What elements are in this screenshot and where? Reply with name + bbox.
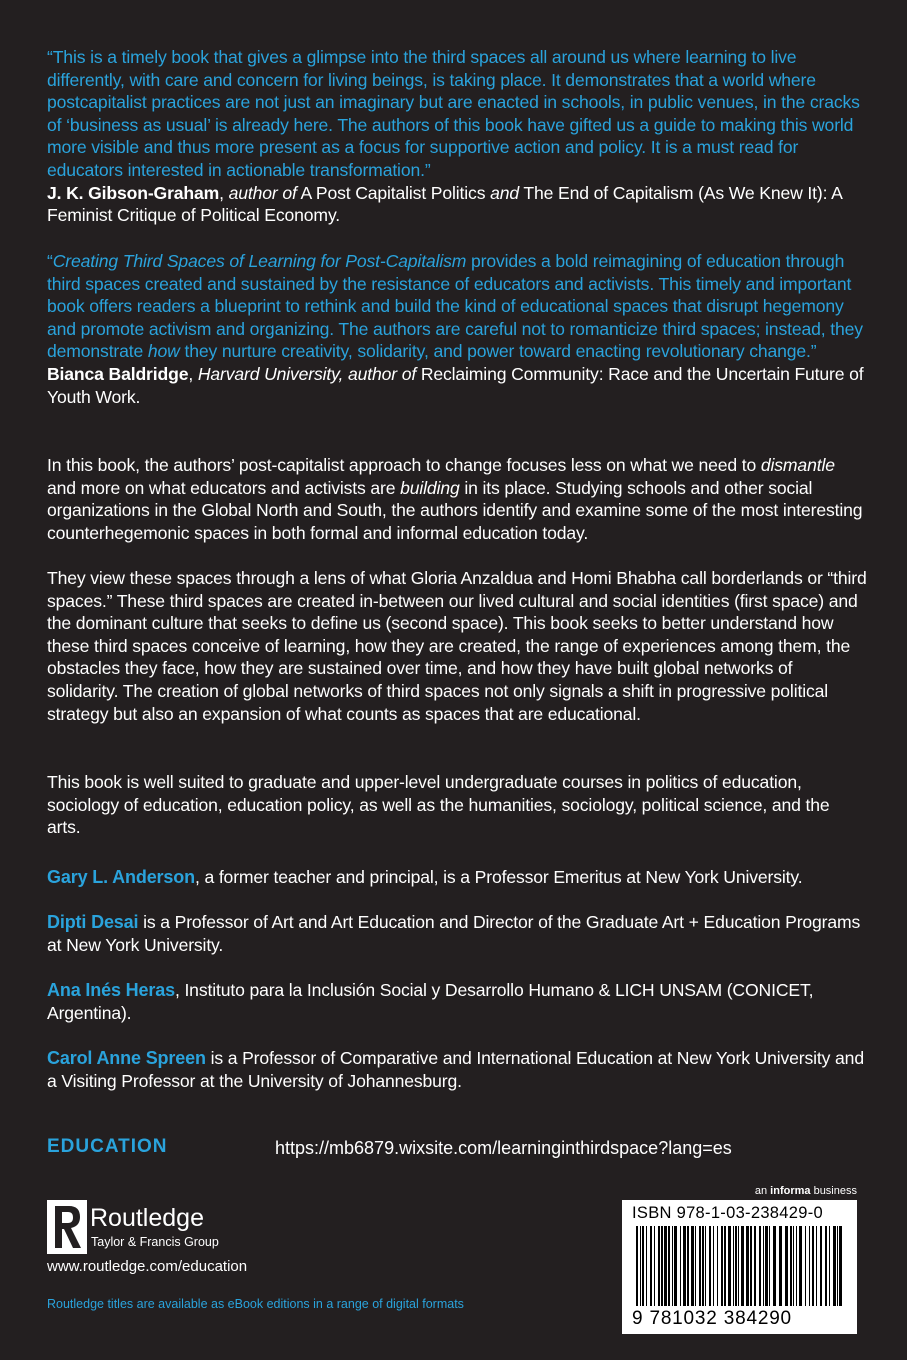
description-paragraph-3: This book is well suited to graduate and upper-level undergraduate courses in politics of education, sociology of education, education policy, as well as the humanities, sociology, political science, and the arts. — [47, 772, 830, 838]
description-paragraph-1: In this book, the authors’ post-capitalist approach to change focuses less on what we need to dismantle and more on what educators and activists are building in its place. Studying schools and other social organizations in the Global North and South, the authors identify and examine some of the most interesting counterhegemonic spaces in both formal and informal education today. — [47, 455, 863, 543]
quote-text: “This is a timely book that gives a glimpse into the third spaces all around us where learning to live differently, with care and concern for living beings, is taking place. It demonstrates that a world where postcapitalist practices are not just an imaginary but are enacted in schools, in public venues, in the cracks of ‘business as usual’ is already here. The authors of this book have gifted us a guide to making this world more visible and thus more present as a focus for supportive action and policy. It is a must read for educators interested in actionable transformation.” — [47, 47, 860, 180]
ebook-note: Routledge titles are available as eBook editions in a range of digital formats — [47, 1297, 464, 1311]
barcode-box — [622, 1200, 857, 1334]
author-name: Ana Inés Heras — [47, 980, 175, 1000]
subject-category: EDUCATION — [47, 1136, 168, 1157]
author-bio: Gary L. Anderson, a former teacher and principal, is a Professor Emeritus at New York University. — [47, 867, 803, 887]
author-name: Dipti Desai — [47, 912, 139, 932]
author-bio: Ana Inés Heras, Instituto para la Inclusión Social y Desarrollo Humano & LICH UNSAM (CONICET, Argentina). — [47, 980, 814, 1023]
author-bio: Dipti Desai is a Professor of Art and Art Education and Director of the Graduate Art + Education Programs at New York University. — [47, 912, 861, 955]
endorsement-baldridge: “Creating Third Spaces of Learning for Post-Capitalism provides a bold reimagining of education through third spaces created and sustained by the resistance of educators and activists. This timely and important book offers readers a blueprint to rethink and build the kind of educational spaces that disrupt hegemony and promote activism and organizing. The authors are careful not to romanticize third spaces; instead, they demonstrate how they nurture creativity, solidarity, and power toward enacting revolutionary change.” Bianca Baldridge, Harvard University, author of Reclaiming Community: Race and the Uncertain Future of Youth Work. — [47, 251, 864, 407]
endorser-name: J. K. Gibson-Graham — [47, 182, 220, 203]
description-paragraph-2: They view these spaces through a lens of what Gloria Anzaldua and Homi Bhabha call borderlands or “third spaces.” These third spaces are created in-between our lived cultural and social identities (first space) and the dominant culture that seeks to define us (second space). This book seeks to better understand how these third spaces conceive of learning, how they are created, the range of experiences among them, the obstacles they face, how they are sustained over time, and how they have built global networks of solidarity. The creation of global networks of third spaces not only signals a shift in progressive political strategy but also an expansion of what counts as spaces that are educational. — [47, 568, 867, 724]
publisher-name: Routledge — [90, 1204, 204, 1232]
website-url[interactable]: https://mb6879.wixsite.com/learninginthirdspace?lang=es — [275, 1138, 732, 1158]
endorser-name: Bianca Baldridge — [47, 363, 189, 384]
publisher-url[interactable]: www.routledge.com/education — [47, 1258, 248, 1275]
publisher-group: Taylor & Francis Group — [91, 1235, 219, 1249]
barcode-digits: 9 781032 384290 — [632, 1308, 792, 1329]
author-bio: Carol Anne Spreen is a Professor of Comparative and International Education at New York University and a Visiting Professor at the University of Johannesburg. — [47, 1048, 864, 1091]
informa-tagline: an informa business — [754, 1185, 857, 1197]
isbn-number: ISBN 978-1-03-238429-0 — [632, 1204, 823, 1222]
barcode-icon — [622, 1200, 857, 1310]
author-name: Carol Anne Spreen — [47, 1048, 206, 1068]
endorsement-gibson-graham: “This is a timely book that gives a glimpse into the third spaces all around us where learning to live differently, with care and concern for living beings, is taking place. It demonstrates that a world where postcapitalist practices are not just an imaginary but are enacted in schools, in public venues, in the cracks of ‘business as usual’ is already here. The authors of this book have gifted us a guide to making this world more visible and thus more present as a focus for supportive action and policy. It is a must read for educators interested in actionable transformation.” J. K. Gibson-Graham, author of A Post Capitalist Politics and The End of Capitalism (As We Knew It): A Feminist Critique of Political Economy. — [47, 47, 860, 226]
routledge-logo-icon — [47, 1200, 87, 1254]
author-name: Gary L. Anderson — [47, 867, 195, 887]
quote-text: “Creating Third Spaces of Learning for Post-Capitalism provides a bold reimagining of education through third spaces created and sustained by the resistance of educators and activists. This timely and important book offers readers a blueprint to rethink and build the kind of educational spaces that disrupt hegemony and promote activism and organizing. The authors are careful not to romanticize third spaces; instead, they demonstrate how they nurture creativity, solidarity, and power toward enacting revolutionary change.” — [47, 251, 863, 362]
